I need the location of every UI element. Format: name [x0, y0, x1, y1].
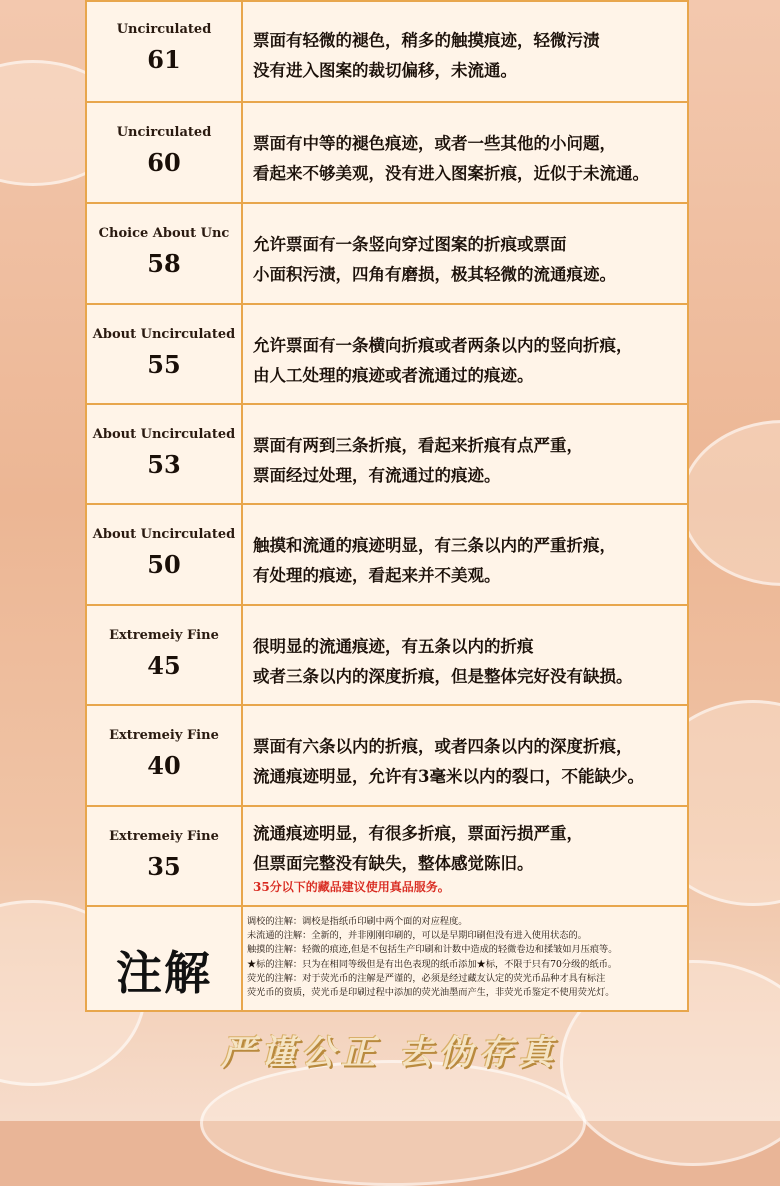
grade-cell: [87, 807, 243, 905]
description-line: 流通痕迹明显，有很多折痕，票面污损严重，: [253, 824, 583, 843]
grade-score: 35: [147, 852, 181, 881]
grade-row: [87, 706, 687, 807]
grade-cell: [87, 706, 243, 805]
description-line: 很明显的流通痕迹，有五条以内的折痕: [253, 637, 534, 656]
notes-title: 注解: [116, 946, 212, 1000]
grade-cell: [87, 0, 243, 101]
grade-row: [87, 204, 687, 305]
grade-row: [87, 606, 687, 706]
description-line: 没有进入图案的裁切偏移，未流通。: [253, 61, 517, 80]
grade-row: [87, 505, 687, 606]
grade-cell: [87, 606, 243, 704]
description-line: 但票面完整没有缺失，整体感觉陈旧。: [253, 854, 534, 873]
grade-cell: [87, 204, 243, 303]
notes-text: [247, 915, 683, 1000]
notes-title-cell: [87, 907, 243, 1012]
grade-row: [87, 807, 687, 907]
description-line: 流通痕迹明显，允许有3毫米以内的裂口，不能缺少。: [253, 767, 644, 786]
note-line: ★标的注解：只为在相同等级但是有出色表现的纸币添加★标，不限于只有70分级的纸币。: [247, 958, 618, 970]
grade-score: 40: [147, 751, 181, 780]
grade-label: Uncirculated: [116, 125, 212, 140]
description-line: 有处理的痕迹，看起来并不美观。: [253, 566, 501, 585]
description-line: 由人工处理的痕迹或者流通过的痕迹。: [253, 366, 534, 385]
notes-row: [87, 907, 687, 1012]
description-line: 票面经过处理，有流通过的痕迹。: [253, 466, 501, 485]
grade-row: [87, 103, 687, 204]
grade-score: 60: [147, 148, 181, 177]
grade-description: [253, 531, 681, 591]
grade-score: 58: [147, 249, 181, 278]
description-line: 看起来不够美观，没有进入图案折痕，近似于未流通。: [253, 164, 649, 183]
slogan: 严谨公正 去伪存真: [221, 1033, 559, 1073]
grade-label: Extremeiy Fine: [109, 628, 219, 643]
service-note: 35分以下的藏品建议使用真品服务。: [253, 880, 450, 894]
grade-cell: [87, 305, 243, 403]
note-line: 调校的注解：调校是指纸币印刷中两个面的对应程度。: [247, 916, 468, 927]
grade-label: About Uncirculated: [92, 327, 236, 342]
note-line: 荧光币的资质，荧光币是印刷过程中添加的荧光油墨而产生，非荧光币鉴定不使用荧光灯。: [247, 987, 615, 999]
description-line: 触摸和流通的痕迹明显，有三条以内的严重折痕，: [253, 536, 616, 555]
description-line: 允许票面有一条竖向穿过图案的折痕或票面: [253, 235, 567, 254]
grade-row: [87, 0, 687, 103]
grade-score: 45: [147, 651, 181, 680]
description-line: 允许票面有一条横向折痕或者两条以内的竖向折痕，: [253, 336, 633, 355]
grade-score: 55: [147, 350, 181, 379]
grade-cell: [87, 505, 243, 604]
grade-description: [253, 230, 681, 290]
description-line: 票面有六条以内的折痕，或者四条以内的深度折痕，: [253, 737, 633, 756]
grade-score: 61: [147, 45, 181, 74]
description-line: 票面有中等的褪色痕迹，或者一些其他的小问题，: [253, 134, 616, 153]
grade-cell: [87, 103, 243, 202]
grade-score: 50: [147, 550, 181, 579]
note-line: 未流通的注解：全新的，并非刚刚印刷的，可以是早期印刷但没有进入使用状态的。: [247, 930, 587, 942]
grade-label: Extremeiy Fine: [109, 728, 219, 743]
grade-row: [87, 405, 687, 505]
grade-cell: [87, 405, 243, 503]
grade-label: Choice About Unc: [98, 226, 230, 241]
grade-label: Uncirculated: [116, 22, 212, 37]
grade-row: [87, 305, 687, 405]
description-line: 票面有两到三条折痕，看起来折痕有点严重，: [253, 436, 583, 455]
grade-description: [253, 331, 681, 391]
grade-description: [253, 26, 681, 86]
grade-description: [253, 431, 681, 491]
grade-label: Extremeiy Fine: [109, 829, 219, 844]
description-line: 或者三条以内的深度折痕，但是整体完好没有缺损。: [253, 667, 633, 686]
note-line: 触摸的注解：轻微的痕迹,但是不包括生产印刷和计数中造成的轻微卷边和揉皱如月压痕等。: [247, 944, 618, 956]
description-line: 小面积污渍，四角有磨损，极其轻微的流通痕迹。: [253, 265, 616, 284]
grade-score: 53: [147, 450, 181, 479]
grade-label: About Uncirculated: [92, 427, 236, 442]
description-line: 票面有轻微的褪色，稍多的触摸痕迹，轻微污渍: [253, 31, 600, 50]
grade-description: [253, 819, 681, 897]
cloud-decoration: [200, 1060, 586, 1186]
grade-description: [253, 632, 681, 692]
grade-description: [253, 732, 681, 792]
grade-description: [253, 129, 681, 189]
grade-label: About Uncirculated: [92, 527, 236, 542]
note-line: 荧光的注解：对于荧光币的注解是严谨的，必须是经过藏友认定的荧光币品种才具有标注: [247, 972, 606, 984]
